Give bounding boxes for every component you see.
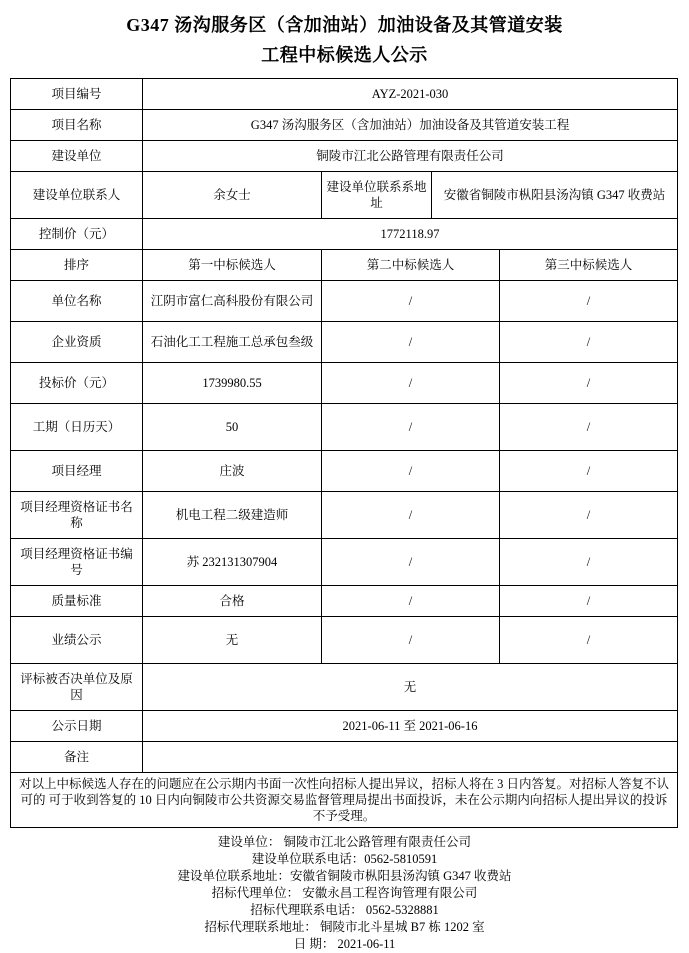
qualification-label: 企业资质: [11, 322, 143, 363]
bid-candidate-table: [10, 78, 678, 828]
table-row: [11, 742, 678, 773]
rank-1: 第一中标候选人: [143, 250, 322, 281]
page-title: [10, 0, 679, 70]
company-3: /: [500, 281, 678, 322]
duration-1: 50: [143, 404, 322, 451]
project-code-label: 项目编号: [11, 79, 143, 110]
table-row: [11, 110, 678, 141]
cert-name-label: 项目经理资格证书名称: [11, 492, 143, 539]
contact-address-value: 安徽省铜陵市枞阳县汤沟镇 G347 收费站: [432, 172, 678, 219]
note-text: 对以上中标候选人存在的问题应在公示期内书面一次性向招标人提出异议，招标人将在 3 日内答复。对招标人答复不认可的 可于收到答复的 10 日内向铜陵市公共资源交易监督管理局提出书面投诉，未在公示期内向招标人提出异议的投诉不予受理。: [11, 773, 678, 828]
contact-value: 余女士: [143, 172, 322, 219]
rank-label: 排序: [11, 250, 143, 281]
contact-label: 建设单位联系人: [11, 172, 143, 219]
performance-2: /: [322, 617, 500, 664]
table-row: [11, 586, 678, 617]
cert-no-label: 项目经理资格证书编号: [11, 539, 143, 586]
project-name-value: G347 汤沟服务区（含加油站）加油设备及其管道安装工程: [143, 110, 678, 141]
duration-3: /: [500, 404, 678, 451]
footer-date: 日 期： 2021-06-11: [293, 937, 396, 951]
table-row: [11, 250, 678, 281]
table-row: [11, 404, 678, 451]
performance-label: 业绩公示: [11, 617, 143, 664]
cert-no-2: /: [322, 539, 500, 586]
bid-price-label: 投标价（元）: [11, 363, 143, 404]
control-price-label: 控制价（元）: [11, 219, 143, 250]
footer-agency: 招标代理单位： 安徽永昌工程咨询管理有限公司: [211, 886, 478, 900]
remark-label: 备注: [11, 742, 143, 773]
duration-2: /: [322, 404, 500, 451]
bid-price-1: 1739980.55: [143, 363, 322, 404]
table-row: [11, 79, 678, 110]
table-row: [11, 322, 678, 363]
footer-block: [10, 834, 679, 953]
table-row: [11, 664, 678, 711]
rejected-label: 评标被否决单位及原因: [11, 664, 143, 711]
page-title-line1: G347 汤沟服务区（含加油站）加油设备及其管道安装: [126, 15, 563, 35]
rank-3: 第三中标候选人: [500, 250, 678, 281]
table-row: [11, 172, 678, 219]
manager-3: /: [500, 451, 678, 492]
owner-label: 建设单位: [11, 141, 143, 172]
project-code-value: AYZ-2021-030: [143, 79, 678, 110]
bid-price-2: /: [322, 363, 500, 404]
publish-date-value: 2021-06-11 至 2021-06-16: [143, 711, 678, 742]
footer-owner-address: 建设单位联系地址：安徽省铜陵市枞阳县汤沟镇 G347 收费站: [177, 869, 512, 883]
footer-owner-phone: 建设单位联系电话：0562-5810591: [251, 852, 438, 866]
manager-1: 庄波: [143, 451, 322, 492]
cert-no-3: /: [500, 539, 678, 586]
quality-3: /: [500, 586, 678, 617]
qualification-1: 石油化工工程施工总承包叁级: [143, 322, 322, 363]
table-row: [11, 492, 678, 539]
cert-name-3: /: [500, 492, 678, 539]
remark-value: [143, 742, 678, 773]
duration-label: 工期（日历天）: [11, 404, 143, 451]
company-label: 单位名称: [11, 281, 143, 322]
table-row: [11, 711, 678, 742]
table-row: [11, 281, 678, 322]
qualification-3: /: [500, 322, 678, 363]
qualification-2: /: [322, 322, 500, 363]
owner-value: 铜陵市江北公路管理有限责任公司: [143, 141, 678, 172]
quality-2: /: [322, 586, 500, 617]
rejected-value: 无: [143, 664, 678, 711]
table-row: [11, 451, 678, 492]
table-row: [11, 141, 678, 172]
manager-2: /: [322, 451, 500, 492]
table-row: [11, 539, 678, 586]
footer-agency-address: 招标代理联系地址： 铜陵市北斗星城 B7 栋 1202 室: [204, 920, 485, 934]
page-title-line2: 工程中标候选人公示: [261, 45, 428, 65]
performance-3: /: [500, 617, 678, 664]
cert-no-1: 苏 232131307904: [143, 539, 322, 586]
table-row: [11, 617, 678, 664]
rank-2: 第二中标候选人: [322, 250, 500, 281]
publish-date-label: 公示日期: [11, 711, 143, 742]
bid-price-3: /: [500, 363, 678, 404]
cert-name-1: 机电工程二级建造师: [143, 492, 322, 539]
quality-1: 合格: [143, 586, 322, 617]
performance-1: 无: [143, 617, 322, 664]
cert-name-2: /: [322, 492, 500, 539]
control-price-value: 1772118.97: [143, 219, 678, 250]
contact-address-label: 建设单位联系系地址: [322, 172, 432, 219]
table-row: [11, 363, 678, 404]
quality-label: 质量标准: [11, 586, 143, 617]
company-1: 江阴市富仁高科股份有限公司: [143, 281, 322, 322]
project-name-label: 项目名称: [11, 110, 143, 141]
table-row: [11, 773, 678, 828]
footer-agency-phone: 招标代理联系电话： 0562-5328881: [250, 903, 439, 917]
company-2: /: [322, 281, 500, 322]
footer-owner: 建设单位： 铜陵市江北公路管理有限责任公司: [217, 835, 472, 849]
manager-label: 项目经理: [11, 451, 143, 492]
table-row: [11, 219, 678, 250]
